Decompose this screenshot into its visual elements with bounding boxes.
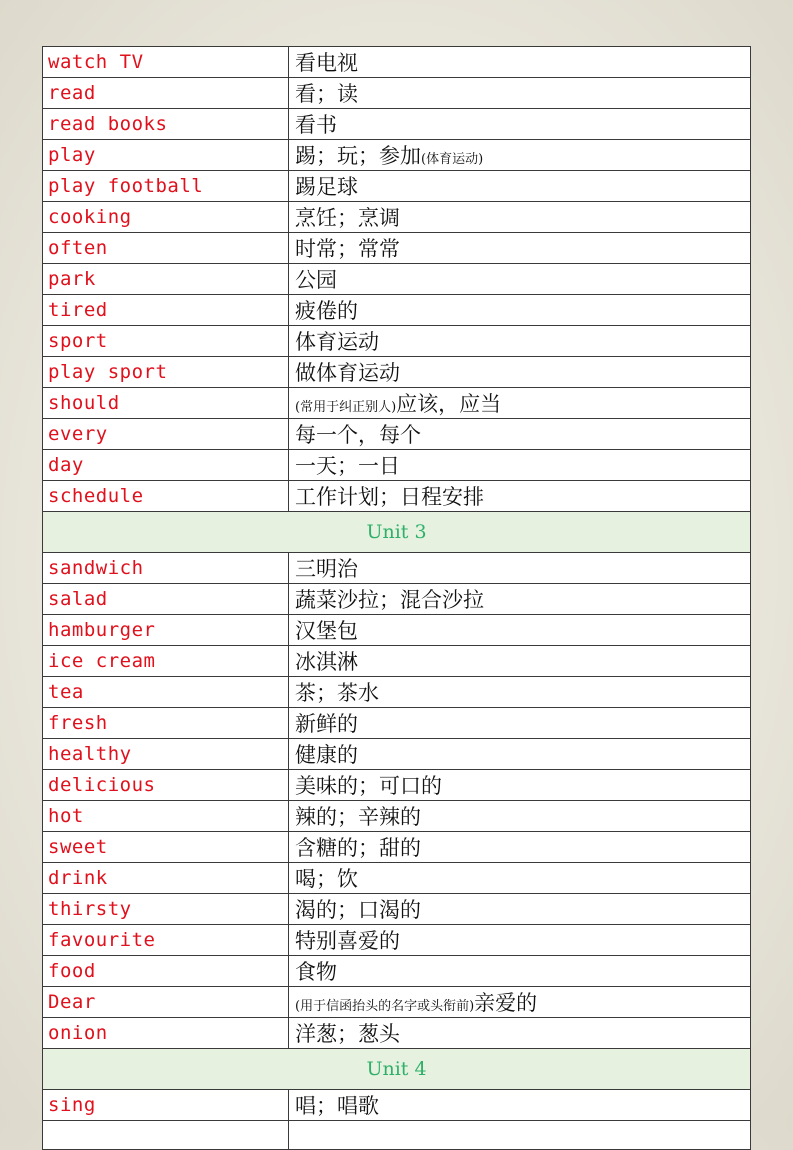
chinese-meaning: 新鲜的 bbox=[295, 712, 358, 736]
english-word: sweet bbox=[48, 836, 108, 858]
english-word-cell bbox=[43, 894, 289, 925]
chinese-meaning-cell bbox=[289, 47, 751, 78]
english-word-cell bbox=[43, 171, 289, 202]
chinese-meaning: 看电视 bbox=[295, 51, 358, 75]
chinese-meaning-cell bbox=[289, 1090, 751, 1121]
vocab-row bbox=[43, 1018, 751, 1049]
vocab-row bbox=[43, 171, 751, 202]
english-word-cell bbox=[43, 47, 289, 78]
chinese-meaning-cell bbox=[289, 450, 751, 481]
english-word: sandwich bbox=[48, 557, 144, 579]
chinese-meaning-cell bbox=[289, 202, 751, 233]
vocab-row bbox=[43, 450, 751, 481]
unit-heading: Unit 4 bbox=[43, 1049, 751, 1090]
vocab-row bbox=[43, 863, 751, 894]
chinese-meaning: 三明治 bbox=[295, 557, 358, 581]
vocab-row bbox=[43, 894, 751, 925]
chinese-meaning-cell bbox=[289, 357, 751, 388]
unit-header-row bbox=[43, 1049, 751, 1090]
english-word-cell bbox=[43, 863, 289, 894]
vocab-row bbox=[43, 47, 751, 78]
vocab-row bbox=[43, 357, 751, 388]
chinese-meaning: 蔬菜沙拉；混合沙拉 bbox=[295, 588, 484, 612]
vocab-row bbox=[43, 326, 751, 357]
vocab-row bbox=[43, 553, 751, 584]
english-word: Dear bbox=[48, 991, 96, 1013]
chinese-meaning: 茶；茶水 bbox=[295, 681, 379, 705]
english-word: day bbox=[48, 454, 84, 476]
english-word: delicious bbox=[48, 774, 156, 796]
vocab-row bbox=[43, 987, 751, 1018]
chinese-meaning: 美味的；可口的 bbox=[295, 774, 442, 798]
english-word-cell bbox=[43, 956, 289, 987]
english-word-cell bbox=[43, 1090, 289, 1121]
chinese-meaning-cell bbox=[289, 140, 751, 171]
english-word: sing bbox=[48, 1094, 96, 1116]
vocab-row bbox=[43, 801, 751, 832]
chinese-meaning-cell bbox=[289, 553, 751, 584]
chinese-meaning-cell bbox=[289, 1121, 751, 1150]
english-word: healthy bbox=[48, 743, 132, 765]
vocab-row bbox=[43, 109, 751, 140]
english-word-cell bbox=[43, 264, 289, 295]
chinese-meaning-cell bbox=[289, 894, 751, 925]
english-word-cell bbox=[43, 553, 289, 584]
english-word-cell bbox=[43, 925, 289, 956]
vocab-row bbox=[43, 78, 751, 109]
chinese-meaning: 唱；唱歌 bbox=[295, 1094, 379, 1118]
english-word: hamburger bbox=[48, 619, 156, 641]
english-word: thirsty bbox=[48, 898, 132, 920]
chinese-meaning-cell bbox=[289, 770, 751, 801]
chinese-meaning-cell bbox=[289, 646, 751, 677]
chinese-meaning: 特别喜爱的 bbox=[295, 929, 400, 953]
english-word-cell bbox=[43, 295, 289, 326]
chinese-meaning: 一天；一日 bbox=[295, 454, 400, 478]
chinese-meaning: 踢足球 bbox=[295, 175, 358, 199]
vocab-row bbox=[43, 233, 751, 264]
english-word: tea bbox=[48, 681, 84, 703]
chinese-meaning: 看书 bbox=[295, 113, 337, 137]
chinese-meaning: 喝；饮 bbox=[295, 867, 358, 891]
english-word: sport bbox=[48, 330, 108, 352]
chinese-meaning: 冰淇淋 bbox=[295, 650, 358, 674]
vocab-row bbox=[43, 708, 751, 739]
english-word-cell bbox=[43, 357, 289, 388]
chinese-meaning: 疲倦的 bbox=[295, 299, 358, 323]
vocabulary-table bbox=[42, 46, 751, 1150]
usage-note: (体育运动) bbox=[421, 152, 484, 167]
english-word-cell bbox=[43, 109, 289, 140]
english-word: watch TV bbox=[48, 51, 144, 73]
chinese-meaning-cell bbox=[289, 326, 751, 357]
english-word: should bbox=[48, 392, 120, 414]
english-word: play bbox=[48, 144, 96, 166]
chinese-meaning: 亲爱的 bbox=[474, 991, 538, 1015]
chinese-meaning-cell bbox=[289, 233, 751, 264]
chinese-meaning-cell bbox=[289, 925, 751, 956]
english-word-cell bbox=[43, 646, 289, 677]
chinese-meaning: 应该，应当 bbox=[396, 392, 502, 416]
chinese-meaning: 烹饪；烹调 bbox=[295, 206, 400, 230]
english-word-cell bbox=[43, 584, 289, 615]
english-word: onion bbox=[48, 1022, 108, 1044]
chinese-meaning-cell bbox=[289, 677, 751, 708]
english-word-cell bbox=[43, 987, 289, 1018]
english-word-cell bbox=[43, 832, 289, 863]
chinese-meaning: 时常；常常 bbox=[295, 237, 400, 261]
vocab-row bbox=[43, 584, 751, 615]
english-word-cell bbox=[43, 450, 289, 481]
chinese-meaning-cell bbox=[289, 1018, 751, 1049]
english-word-cell bbox=[43, 233, 289, 264]
vocab-row bbox=[43, 202, 751, 233]
english-word: often bbox=[48, 237, 108, 259]
vocab-row bbox=[43, 646, 751, 677]
english-word-cell bbox=[43, 202, 289, 233]
chinese-meaning: 工作计划；日程安排 bbox=[295, 485, 484, 509]
vocab-row bbox=[43, 615, 751, 646]
english-word-cell bbox=[43, 677, 289, 708]
chinese-meaning: 做体育运动 bbox=[295, 361, 400, 385]
english-word: fresh bbox=[48, 712, 108, 734]
chinese-meaning-cell bbox=[289, 171, 751, 202]
chinese-meaning-cell bbox=[289, 295, 751, 326]
vocab-row bbox=[43, 956, 751, 987]
english-word-cell bbox=[43, 419, 289, 450]
empty-row bbox=[43, 1121, 751, 1150]
chinese-meaning-cell bbox=[289, 109, 751, 140]
chinese-meaning: 体育运动 bbox=[295, 330, 379, 354]
english-word-cell bbox=[43, 388, 289, 419]
english-word: read bbox=[48, 82, 96, 104]
chinese-meaning-cell bbox=[289, 863, 751, 894]
chinese-meaning-cell bbox=[289, 78, 751, 109]
chinese-meaning-cell bbox=[289, 615, 751, 646]
chinese-meaning: 踢；玩；参加 bbox=[295, 144, 421, 168]
english-word-cell bbox=[43, 615, 289, 646]
chinese-meaning: 食物 bbox=[295, 960, 337, 984]
english-word: hot bbox=[48, 805, 84, 827]
vocab-row bbox=[43, 140, 751, 171]
chinese-meaning: 汉堡包 bbox=[295, 619, 358, 643]
english-word-cell bbox=[43, 739, 289, 770]
english-word: tired bbox=[48, 299, 108, 321]
chinese-meaning: 每一个，每个 bbox=[295, 423, 421, 447]
english-word: park bbox=[48, 268, 96, 290]
english-word-cell bbox=[43, 140, 289, 171]
vocab-row bbox=[43, 295, 751, 326]
english-word: read books bbox=[48, 113, 168, 135]
english-word: play sport bbox=[48, 361, 168, 383]
usage-note: (用于信函抬头的名字或头衔前) bbox=[295, 999, 475, 1014]
english-word: play football bbox=[48, 175, 204, 197]
english-word-cell bbox=[43, 1018, 289, 1049]
english-word: schedule bbox=[48, 485, 144, 507]
unit-heading: Unit 3 bbox=[43, 512, 751, 553]
english-word: favourite bbox=[48, 929, 156, 951]
english-word: drink bbox=[48, 867, 108, 889]
vocab-row bbox=[43, 832, 751, 863]
english-word-cell bbox=[43, 801, 289, 832]
chinese-meaning: 公园 bbox=[295, 268, 337, 292]
chinese-meaning: 含糖的；甜的 bbox=[295, 836, 421, 860]
usage-note: (常用于纠正别人) bbox=[295, 400, 397, 415]
vocab-row bbox=[43, 388, 751, 419]
english-word-cell bbox=[43, 708, 289, 739]
chinese-meaning: 洋葱；葱头 bbox=[295, 1022, 400, 1046]
english-word: food bbox=[48, 960, 96, 982]
english-word: salad bbox=[48, 588, 108, 610]
english-word-cell bbox=[43, 1121, 289, 1150]
chinese-meaning-cell bbox=[289, 388, 751, 419]
chinese-meaning-cell bbox=[289, 987, 751, 1018]
english-word-cell bbox=[43, 326, 289, 357]
vocab-row bbox=[43, 739, 751, 770]
vocab-row bbox=[43, 770, 751, 801]
chinese-meaning-cell bbox=[289, 584, 751, 615]
chinese-meaning: 健康的 bbox=[295, 743, 358, 767]
english-word: ice cream bbox=[48, 650, 156, 672]
vocab-row bbox=[43, 677, 751, 708]
chinese-meaning-cell bbox=[289, 264, 751, 295]
vocab-row bbox=[43, 419, 751, 450]
chinese-meaning-cell bbox=[289, 801, 751, 832]
chinese-meaning-cell bbox=[289, 481, 751, 512]
english-word-cell bbox=[43, 481, 289, 512]
english-word: cooking bbox=[48, 206, 132, 228]
english-word-cell bbox=[43, 78, 289, 109]
vocab-row bbox=[43, 925, 751, 956]
chinese-meaning-cell bbox=[289, 419, 751, 450]
english-word: every bbox=[48, 423, 108, 445]
vocab-row bbox=[43, 1090, 751, 1121]
chinese-meaning-cell bbox=[289, 956, 751, 987]
chinese-meaning: 看；读 bbox=[295, 82, 358, 106]
chinese-meaning-cell bbox=[289, 832, 751, 863]
chinese-meaning-cell bbox=[289, 708, 751, 739]
chinese-meaning-cell bbox=[289, 739, 751, 770]
vocab-row bbox=[43, 264, 751, 295]
unit-header-row bbox=[43, 512, 751, 553]
english-word-cell bbox=[43, 770, 289, 801]
chinese-meaning: 渴的；口渴的 bbox=[295, 898, 421, 922]
chinese-meaning: 辣的；辛辣的 bbox=[295, 805, 421, 829]
vocab-row bbox=[43, 481, 751, 512]
